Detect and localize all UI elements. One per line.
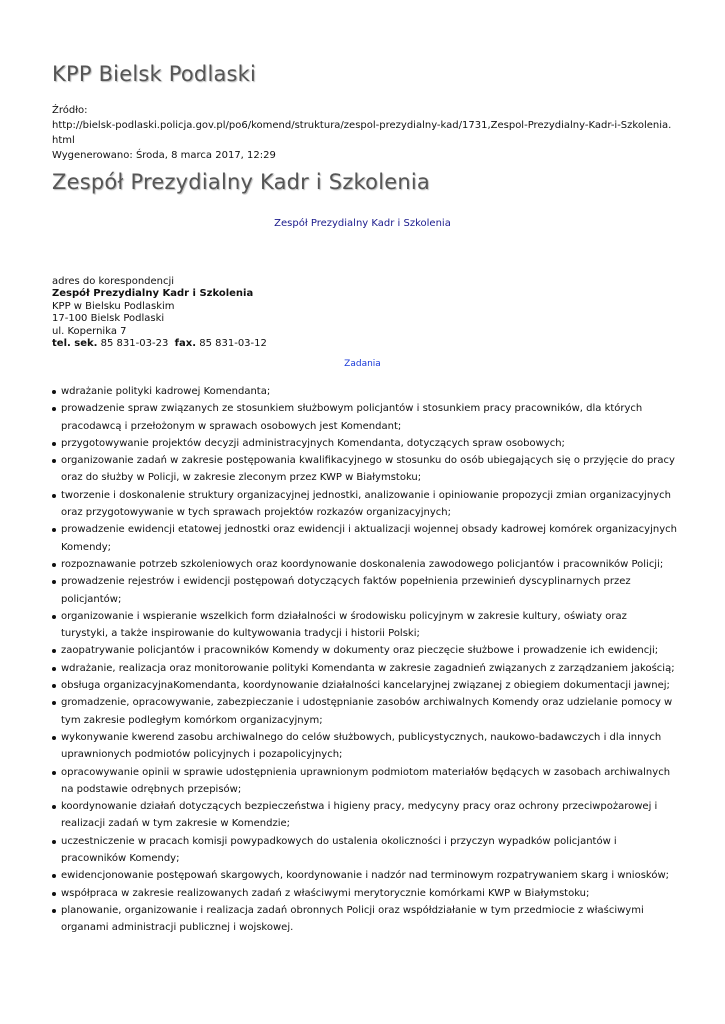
address-name: Zespół Prezydialny Kadr i Szkolenia bbox=[52, 288, 254, 300]
bullet-icon bbox=[52, 892, 56, 896]
address-line-2: 17-100 Bielsk Podlaski bbox=[52, 313, 165, 325]
correspondence-address bbox=[52, 276, 267, 350]
list-item: zaopatrywanie policjantów i pracowników Komendy w dokumenty oraz pieczęcie służbowe i prowadzenie ich ewidencji; bbox=[52, 642, 677, 659]
bullet-icon bbox=[52, 390, 56, 394]
list-item: wdrażanie, realizacja oraz monitorowanie polityki Komendanta w zakresie zagadnień związanych z zarządzaniem jakością; bbox=[52, 660, 677, 677]
list-item: organizowanie i wspieranie wszelkich form działalności w środowisku policyjnym w zakresie kultury, oświaty oraz turystyki, a także inspirowanie do kultywowania tradycji i historii Polski; bbox=[52, 608, 677, 643]
bullet-icon bbox=[52, 736, 56, 740]
list-item: przygotowywanie projektów decyzji administracyjnych Komendanta, dotyczących spraw osobowych; bbox=[52, 435, 677, 452]
document-meta bbox=[52, 103, 677, 163]
list-item: obsługa organizacyjnaKomendanta, koordynowanie działalności kancelaryjnej związanej z obiegiem dokumentacji jawnej; bbox=[52, 677, 677, 694]
page-title: Zespół Prezydialny Kadr i Szkolenia bbox=[52, 170, 430, 194]
bullet-icon bbox=[52, 649, 56, 653]
contact-line bbox=[52, 338, 267, 350]
bullet-icon bbox=[52, 459, 56, 463]
source-url: http://bielsk-podlaski.policja.gov.pl/po6/komend/struktura/zespol-prezydialny-kad/1731,Zespol-Prezydialny-Kadr-i-Szkolenia.html bbox=[52, 120, 672, 146]
bullet-icon bbox=[52, 667, 56, 671]
fax-label: fax. bbox=[174, 338, 197, 350]
bullet-icon bbox=[52, 840, 56, 844]
bullet-icon bbox=[52, 494, 56, 498]
bullet-icon bbox=[52, 563, 56, 567]
list-item: opracowywanie opinii w sprawie udostępnienia uprawnionym podmiotom materiałów będących w zasobach archiwalnych na podstawie odrębnych przepisów; bbox=[52, 764, 677, 799]
bullet-icon bbox=[52, 684, 56, 688]
address-line-3: ul. Kopernika 7 bbox=[52, 325, 127, 337]
tasks-list bbox=[52, 383, 677, 937]
address-label: adres do korespondencji bbox=[52, 276, 175, 287]
bullet-icon bbox=[52, 442, 56, 446]
list-item: wykonywanie kwerend zasobu archiwalnego do celów służbowych, publicystycznych, naukowo-badawczych i dla innych uprawnionych podmiotów policyjnych i pozapolicyjnych; bbox=[52, 729, 677, 764]
bullet-icon bbox=[52, 407, 56, 411]
bullet-icon bbox=[52, 805, 56, 809]
list-item: tworzenie i doskonalenie struktury organizacyjnej jednostki, analizowanie i opiniowanie propozycji zmian organizacyjnych oraz przygotowywanie w tych sprawach projektów rozkazów organizacyjnych; bbox=[52, 487, 677, 522]
bullet-icon bbox=[52, 615, 56, 619]
list-item: współpraca w zakresie realizowanych zadań z właściwymi merytorycznie komórkami KWP w Białymstoku; bbox=[52, 885, 677, 902]
bullet-icon bbox=[52, 528, 56, 532]
list-item: wdrażanie polityki kadrowej Komendanta; bbox=[52, 383, 677, 400]
bullet-icon bbox=[52, 909, 56, 913]
list-item: prowadzenie ewidencji etatowej jednostki oraz ewidencji i aktualizacji wojennej obsady kadrowej komórek organizacyjnych Komendy; bbox=[52, 521, 677, 556]
list-item: planowanie, organizowanie i realizacja zadań obronnych Policji oraz współdziałanie w tym przedmiocie z właściwymi organami administracji publicznej i wojskowej. bbox=[52, 902, 677, 937]
list-item: organizowanie zadań w zakresie postępowania kwalifikacyjnego w stosunku do osób ubiegających się o przyjęcie do pracy oraz do służby w Policji, w zakresie zleconym przez KWP w Białymstoku; bbox=[52, 452, 677, 487]
list-item: uczestniczenie w pracach komisji powypadkowych do ustalenia okoliczności i przyczyn wypadków policjantów i pracowników Komendy; bbox=[52, 833, 677, 868]
bullet-icon bbox=[52, 580, 56, 584]
source-label: Źródło: bbox=[52, 105, 88, 116]
list-item: gromadzenie, opracowywanie, zabezpieczanie i udostępnianie zasobów archiwalnych Komendy oraz udzielanie pomocy w tym zakresie podległym komórkom organizacyjnym; bbox=[52, 694, 677, 729]
tasks-heading-link[interactable]: Zadania bbox=[344, 359, 381, 369]
bullet-icon bbox=[52, 701, 56, 705]
fax-value: 85 831-03-12 bbox=[199, 338, 267, 350]
list-item: rozpoznawanie potrzeb szkoleniowych oraz koordynowanie doskonalenia zawodowego policjantów i pracowników Policji; bbox=[52, 556, 677, 573]
list-item: koordynowanie działań dotyczących bezpieczeństwa i higieny pracy, medycyny pracy oraz ochrony przeciwpożarowej i realizacji zadań w tym zakresie w Komendzie; bbox=[52, 798, 677, 833]
site-title: KPP Bielsk Podlaski bbox=[52, 62, 257, 86]
address-line-1: KPP w Bielsku Podlaskim bbox=[52, 300, 175, 312]
list-item: prowadzenie spraw związanych ze stosunkiem służbowym policjantów i stosunkiem pracy pracowników, dla których pracodawcą i przełożonym w sprawach osobowych jest Komendant; bbox=[52, 400, 677, 435]
bullet-icon bbox=[52, 874, 56, 878]
generated-date: Wygenerowano: Środa, 8 marca 2017, 12:29 bbox=[52, 150, 276, 161]
list-item: ewidencjonowanie postępowań skargowych, koordynowanie i nadzór nad terminowym rozpatrywaniem skarg i wniosków; bbox=[52, 867, 677, 884]
tel-value: 85 831-03-23 bbox=[100, 338, 169, 350]
list-item: prowadzenie rejestrów i ewidencji postępowań dotyczących faktów popełnienia przewinień dyscyplinarnych przez policjantów; bbox=[52, 573, 677, 608]
bullet-icon bbox=[52, 771, 56, 775]
tel-label: tel. sek. bbox=[52, 338, 98, 350]
subtitle-link[interactable]: Zespół Prezydialny Kadr i Szkolenia bbox=[274, 218, 451, 229]
